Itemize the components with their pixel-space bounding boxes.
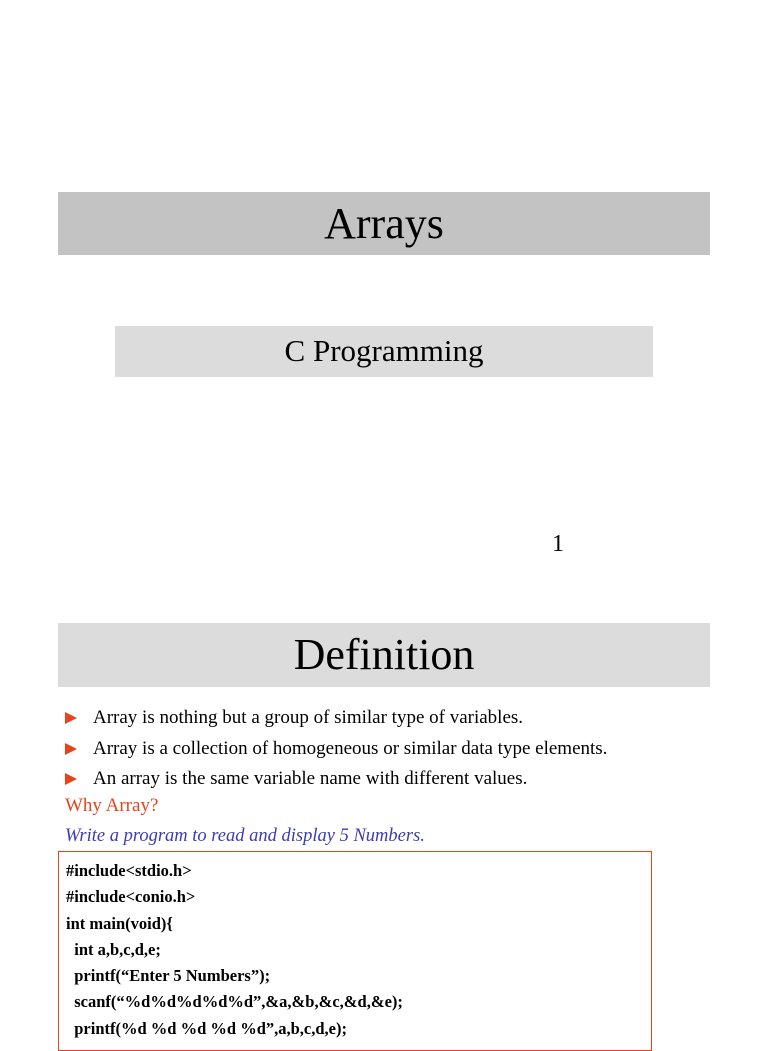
title-band <box>58 192 710 255</box>
heading-band <box>58 623 710 687</box>
code-line: int main(void){ <box>66 913 173 933</box>
code-block <box>58 851 652 1051</box>
code-line: printf(“Enter 5 Numbers”); <box>66 966 271 986</box>
bullet-item <box>65 764 607 795</box>
bullet-item <box>65 703 607 734</box>
task-description: Write a program to read and display 5 Numbers. <box>65 826 425 846</box>
arrow-bullet-icon <box>65 773 77 785</box>
arrow-bullet-icon <box>65 712 77 724</box>
bullet-list <box>65 703 607 795</box>
code-line: #include<conio.h> <box>66 887 196 907</box>
bullet-text: An array is the same variable name with different values. <box>93 768 528 790</box>
slide-title: Arrays <box>324 198 444 248</box>
page-number: 1 <box>552 531 564 557</box>
subtitle-band <box>115 326 653 377</box>
section-heading: Definition <box>293 630 475 679</box>
bullet-item <box>65 734 607 765</box>
slide-subtitle: C Programming <box>284 332 484 368</box>
arrow-bullet-icon <box>65 743 77 755</box>
code-line: int a,b,c,d,e; <box>66 939 161 959</box>
code-line: scanf(“%d%d%d%d%d”,&a,&b,&c,&d,&e); <box>66 992 403 1012</box>
code-line: printf(%d %d %d %d %d”,a,b,c,d,e); <box>66 1018 347 1038</box>
bullet-text: Array is nothing but a group of similar type of variables. <box>93 707 524 729</box>
bullet-text: Array is a collection of homogeneous or similar data type elements. <box>93 737 608 759</box>
code-line: #include<stdio.h> <box>66 861 192 880</box>
why-array-label: Why Array? <box>65 795 159 816</box>
